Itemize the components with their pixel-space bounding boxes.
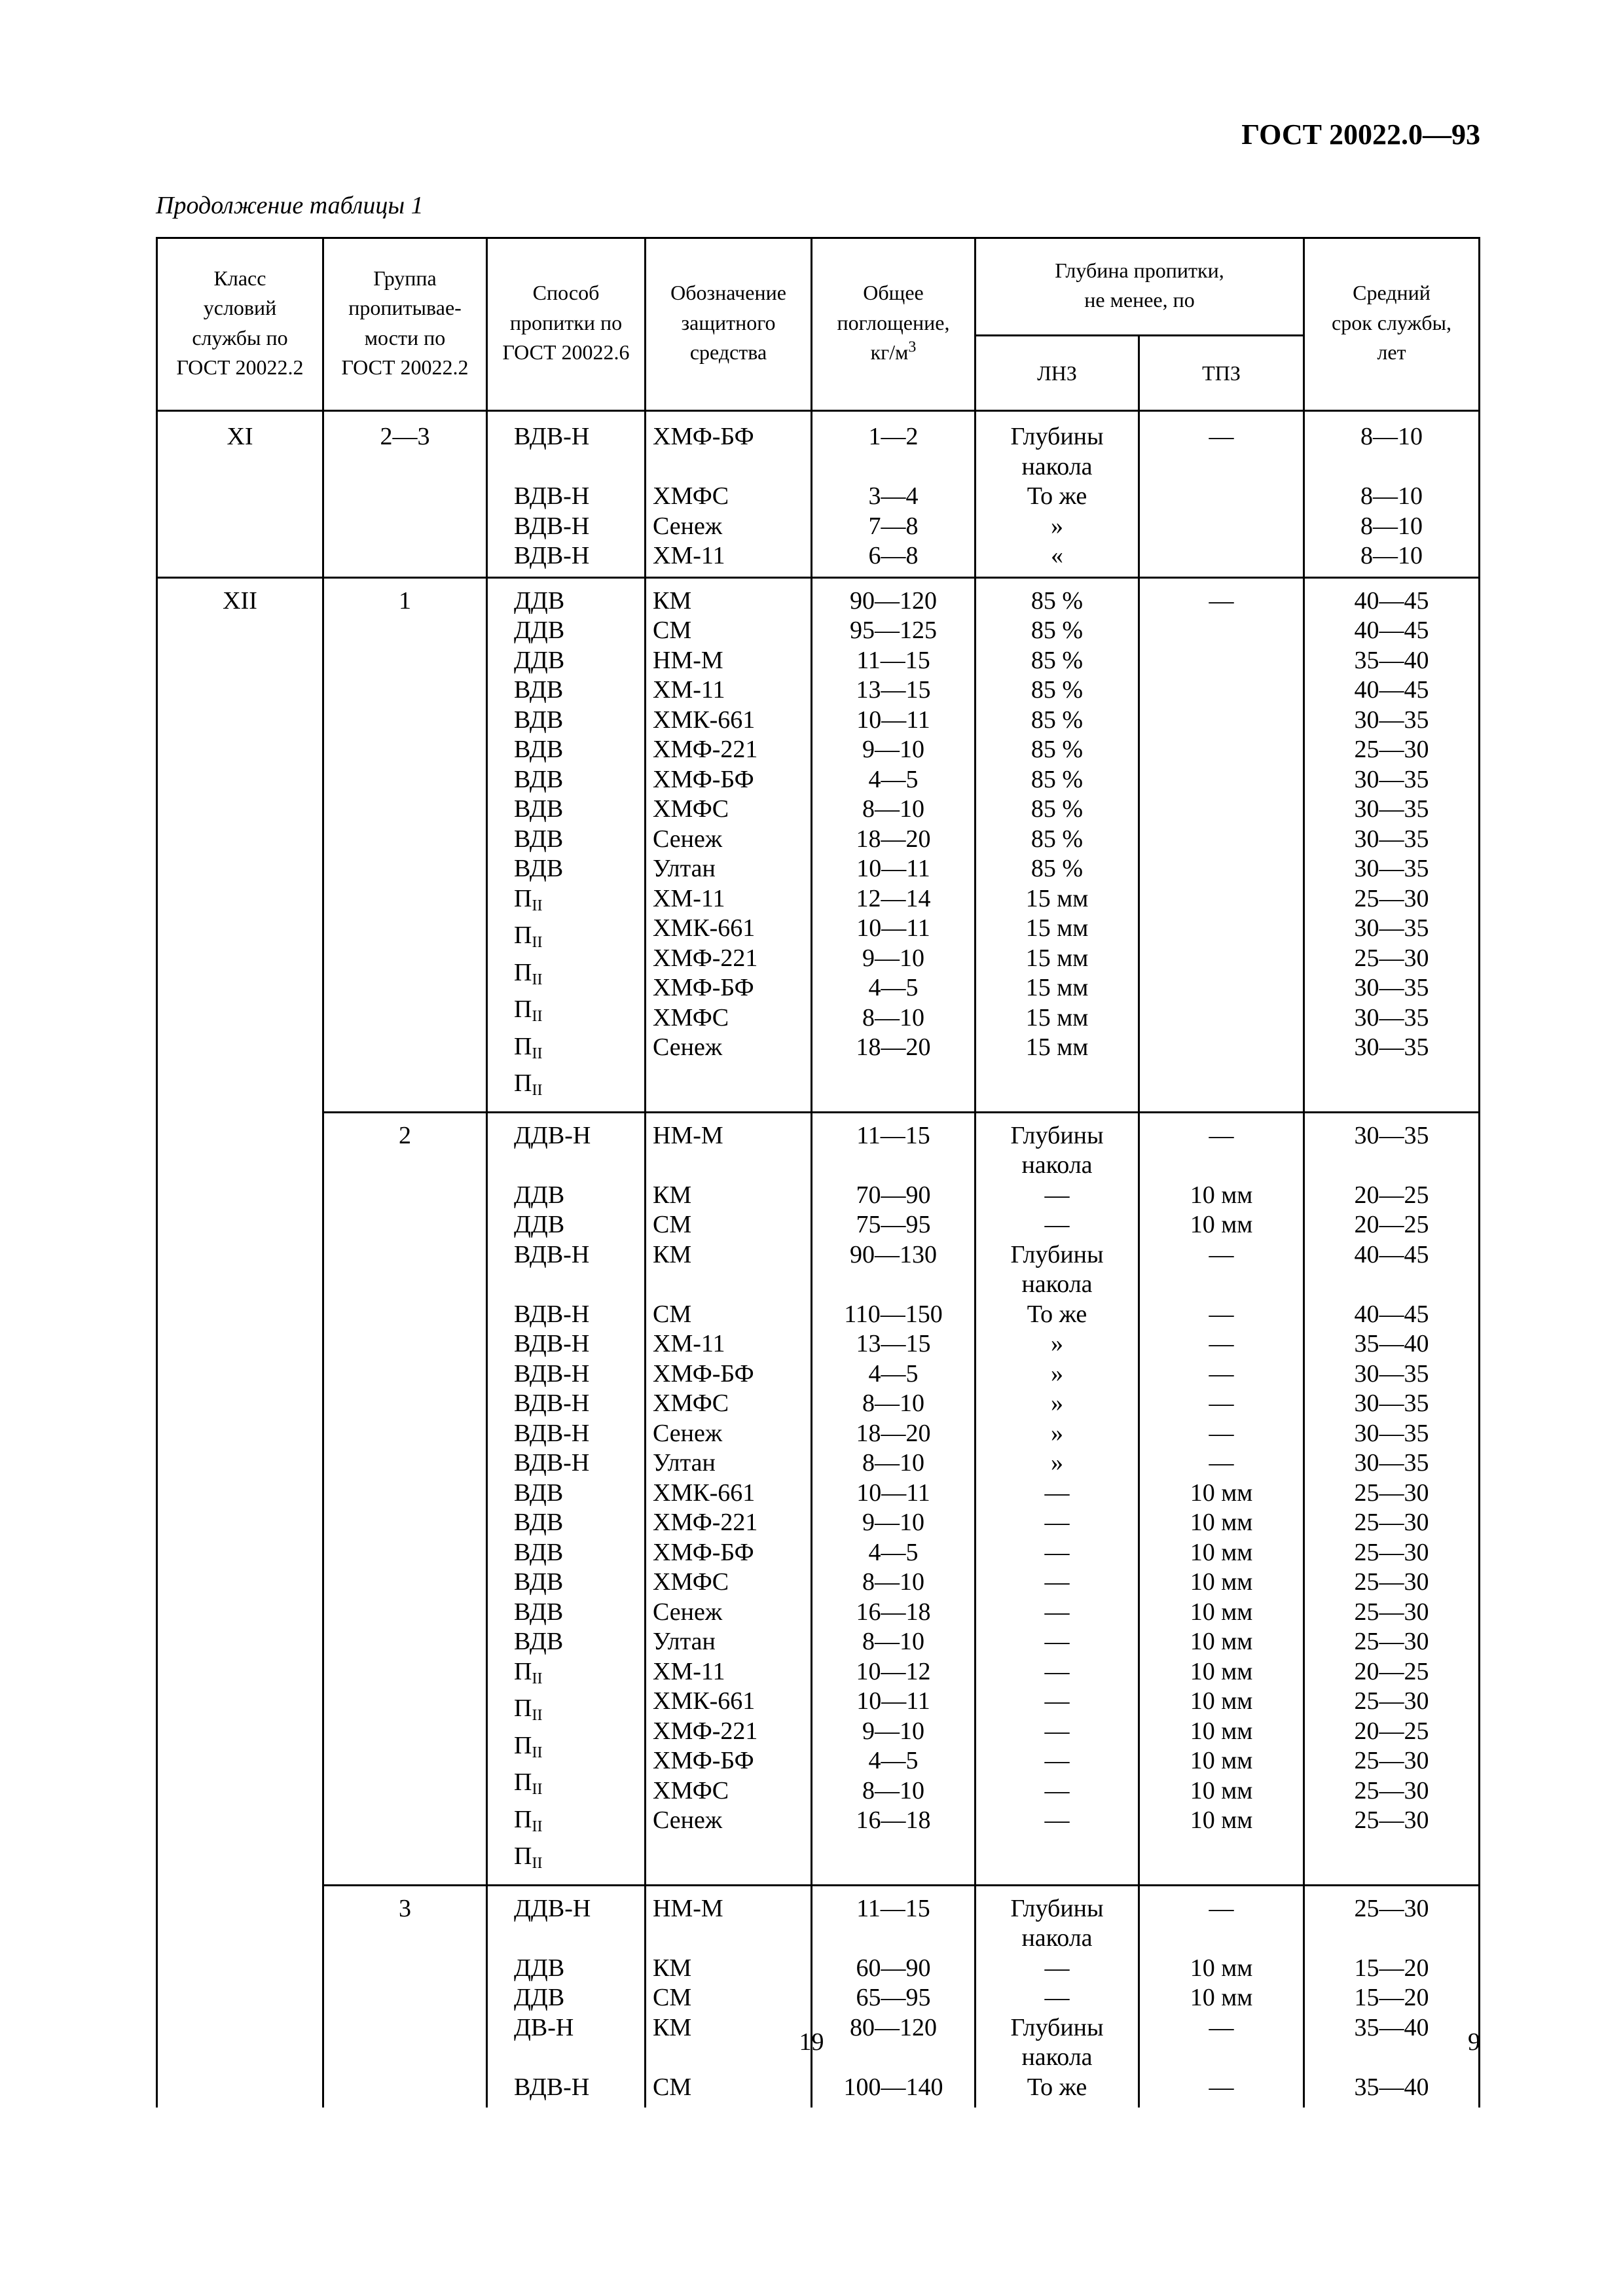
- header-class: Класс условий службы по ГОСТ 20022.2: [157, 238, 323, 411]
- group-cell: 3: [323, 1885, 487, 2108]
- class-cell: XI: [157, 414, 323, 577]
- depth-lnz-cell: Глубины накола — — Глубины накола То же » » » » » — — — — — — — — — — — —: [976, 1112, 1139, 1885]
- page-number-center: 19: [799, 2028, 824, 2056]
- service-life-cell: 8—10 8—10 8—10 8—10: [1304, 414, 1480, 577]
- class-cell-continued: [157, 1112, 323, 1885]
- group-cell: 1: [323, 577, 487, 1112]
- service-life-cell: 30—35 20—25 20—25 40—45 40—45 35—40 30—35 30—35 30—35 30—35 25—30 25—30 25—30 25—30 25—30 25—30 20—25 25—30 20—25 25—30 25—30 25—30: [1304, 1112, 1480, 1885]
- class-cell: XII: [157, 577, 323, 1112]
- absorption-cell: 90—120 95—125 11—15 13—15 10—11 9—10 4—5 8—10 18—20 10—11 12—14 10—11 9—10 4—5 8—10 18—20: [812, 577, 976, 1112]
- table-row: [157, 577, 1480, 1112]
- absorption-cell: 1—2 3—4 7—8 6—8: [812, 414, 976, 577]
- agent-cell: НМ-М КМ СМ КМ СМ ХМ-11 ХМФ-БФ ХМФС Сенеж Ултан ХМК-661 ХМФ-221 ХМФ-БФ ХМФС Сенеж Ултан ХМ-11 ХМК-661 ХМФ-221 ХМФ-БФ ХМФС Сенеж: [646, 1112, 812, 1885]
- depth-tpz-cell: — 10 мм 10 мм — — — — — — — 10 мм 10 мм 10 мм 10 мм 10 мм 10 мм 10 мм 10 мм 10 мм 10 мм 10 мм 10 мм: [1139, 1112, 1304, 1885]
- agent-cell: НМ-М КМ СМ КМ СМ: [646, 1885, 812, 2108]
- table-group: [157, 414, 1480, 577]
- service-life-cell: 40—45 40—45 35—40 40—45 30—35 25—30 30—35 30—35 30—35 30—35 25—30 30—35 25—30 30—35 30—35 30—35: [1304, 577, 1480, 1112]
- absorption-cell: 11—15 60—90 65—95 80—120 100—140: [812, 1885, 976, 2108]
- header-absorption: Общее поглощение, $кг/м^3$: [812, 238, 976, 411]
- table-row: [157, 1112, 1480, 1885]
- agent-cell: ХМФ-БФ ХМФС Сенеж ХМ-11: [646, 414, 812, 577]
- depth-tpz-cell: — 10 мм 10 мм — —: [1139, 1885, 1304, 2108]
- header-depth: Глубина пропитки, не менее, по: [976, 238, 1304, 336]
- method-cell: ДДВ ДДВ ДДВ ВДВ ВДВ ВДВ ВДВ ВДВ ВДВ ВДВ $П_{II}$ $П_{II}$ $П_{II}$ $П_{II}$ $П_{II}$ $П_{II}$: [487, 577, 646, 1112]
- header-depth-lnz: ЛНЗ: [976, 336, 1139, 411]
- standard-code: ГОСТ 20022.0—93: [1241, 118, 1480, 151]
- table-group: [157, 577, 1480, 1112]
- impregnation-table: [156, 237, 1480, 2108]
- table-row: [157, 414, 1480, 577]
- service-life-cell: 25—30 15—20 15—20 35—40 35—40: [1304, 1885, 1480, 2108]
- header-depth-tpz: ТПЗ: [1139, 336, 1304, 411]
- table-continuation-caption: Продолжение таблицы 1: [156, 192, 424, 219]
- page-number-right: 9: [1468, 2028, 1480, 2056]
- method-cell: ДДВ-Н ДДВ ДДВ ДВ-Н ВДВ-Н: [487, 1885, 646, 2108]
- table-group: [157, 1885, 1480, 2108]
- group-cell: 2—3: [323, 414, 487, 577]
- depth-lnz-cell: Глубины накола — — Глубины накола То же: [976, 1885, 1139, 2108]
- header-method: Способ пропитки по ГОСТ 20022.6: [487, 238, 646, 411]
- table-row: [157, 1885, 1480, 2108]
- table-header: [157, 238, 1480, 411]
- method-cell: ДДВ-Н ДДВ ДДВ ВДВ-Н ВДВ-Н ВДВ-Н ВДВ-Н ВДВ-Н ВДВ-Н ВДВ-Н ВДВ ВДВ ВДВ ВДВ ВДВ ВДВ $П_{II}$ $П_{II}$ $П_{II}$ $П_{II}$ $П_{II}$ $П_{II}$: [487, 1112, 646, 1885]
- depth-lnz-cell: 85 % 85 % 85 % 85 % 85 % 85 % 85 % 85 % 85 % 85 % 15 мм 15 мм 15 мм 15 мм 15 мм 15 мм: [976, 577, 1139, 1112]
- header-agent: Обозначение защитного средства: [646, 238, 812, 411]
- header-group: Группа пропитывае- мости по ГОСТ 20022.2: [323, 238, 487, 411]
- header-service-life: Средний срок службы, лет: [1304, 238, 1480, 411]
- method-cell: ВДВ-Н ВДВ-Н ВДВ-Н ВДВ-Н: [487, 414, 646, 577]
- class-cell-continued: [157, 1885, 323, 2108]
- depth-lnz-cell: Глубины накола То же » «: [976, 414, 1139, 577]
- depth-tpz-cell: —: [1139, 414, 1304, 577]
- group-cell: 2: [323, 1112, 487, 1885]
- absorption-cell: 11—15 70—90 75—95 90—130 110—150 13—15 4—5 8—10 18—20 8—10 10—11 9—10 4—5 8—10 16—18 8—10 10—12 10—11 9—10 4—5 8—10 16—18: [812, 1112, 976, 1885]
- depth-tpz-cell: —: [1139, 577, 1304, 1112]
- agent-cell: КМ СМ НМ-М ХМ-11 ХМК-661 ХМФ-221 ХМФ-БФ ХМФС Сенеж Ултан ХМ-11 ХМК-661 ХМФ-221 ХМФ-БФ ХМФС Сенеж: [646, 577, 812, 1112]
- table-group: [157, 1112, 1480, 1885]
